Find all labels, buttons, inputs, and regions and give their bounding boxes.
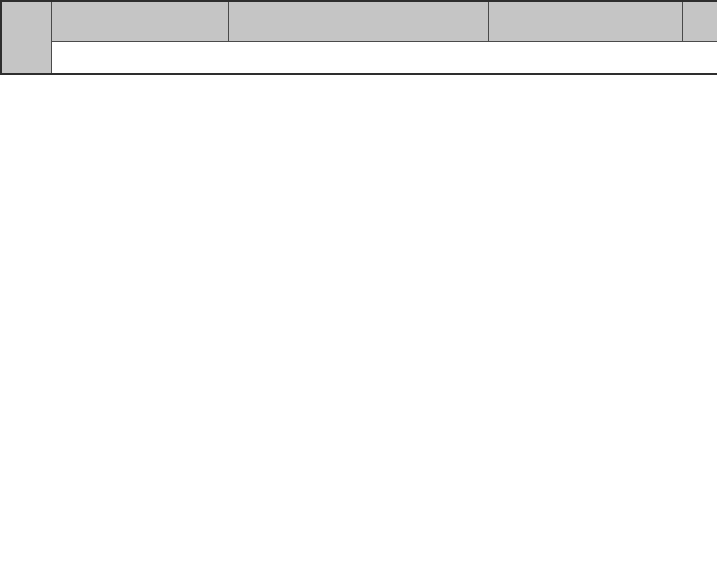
weight-group-header — [682, 1, 717, 41]
contour-group-header — [51, 1, 228, 41]
column-letter-row — [1, 41, 717, 54]
shaft-group-header — [488, 1, 682, 41]
z-sub-letter-row — [1, 54, 717, 74]
machine-size-header — [1, 1, 51, 74]
installation-group-header — [228, 1, 488, 41]
group-header-row — [1, 1, 717, 41]
